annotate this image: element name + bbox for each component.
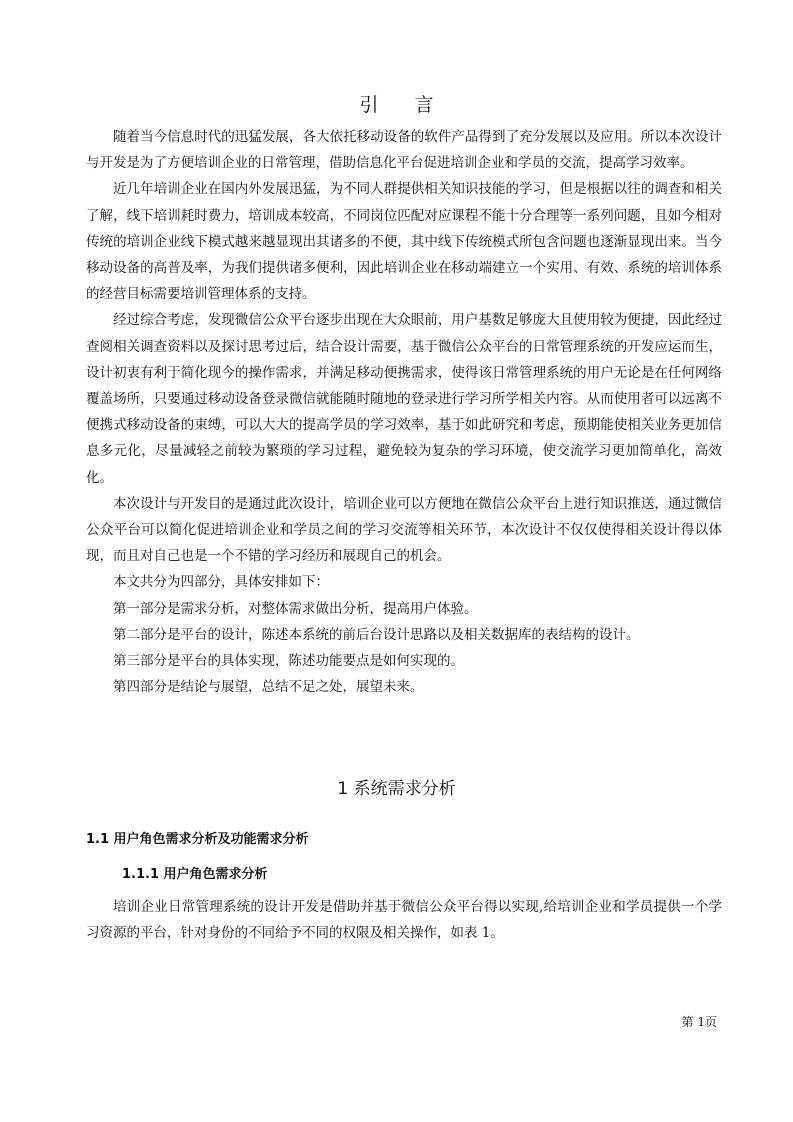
intro-title	[0, 90, 793, 117]
chapter-title: 1 系统需求分析	[337, 779, 456, 799]
intro-paragraph: 本文共分为四部分，具体安排如下：	[113, 574, 329, 591]
intro-paragraph: 随着当今信息时代的迅猛发展，各大依托移动设备的软件产品得到了充分发展以及应用。所以本次设计与开发是为了方便培训企业的日常管理，借助信息化平台促进培训企业和学员的交流，提高学习效率。	[86, 129, 722, 172]
intro-paragraph: 第四部分是结论与展望，总结不足之处，展望未来。	[113, 679, 424, 696]
intro-title-char-1: 引	[359, 94, 379, 116]
intro-paragraph: 近几年培训企业在国内外发展迅猛，为不同人群提供相关知识技能的学习，但是根据以往的调查和相关了解，线下培训耗时费力，培训成本较高，不同岗位匹配对应课程不能十分合理等一系列问题，且如今相对传统的培训企业线下模式越来越显现出其诸多的不便，其中线下传统模式所包含问题也逐渐显现出来。当今移动设备的高普及率，为我们提供诸多便利，因此培训企业在移动端建立一个实用、有效、系统的培训体系的经营目标需要培训管理体系的支持。	[86, 181, 722, 303]
intro-body	[86, 124, 722, 700]
intro-title-char-2: 言	[414, 94, 434, 116]
subsection-heading: 1.1.1 用户角色需求分析	[122, 867, 268, 882]
intro-paragraph: 第一部分是需求分析，对整体需求做出分析，提高用户体验。	[113, 600, 478, 617]
intro-paragraph: 第三部分是平台的具体实现，陈述功能要点是如何实现的。	[113, 653, 464, 670]
intro-paragraph: 第二部分是平台的设计，陈述本系统的前后台设计思路以及相关数据库的表结构的设计。	[113, 626, 640, 643]
section-heading: 1.1 用户角色需求分析及功能需求分析	[86, 832, 309, 847]
intro-paragraph: 经过综合考虑，发现微信公众平台逐步出现在大众眼前，用户基数足够庞大且使用较为便捷，因此经过查阅相关调查资料以及探讨思考过后，结合设计需要，基于微信公众平台的日常管理系统的开发应运而生，设计初衷有利于简化现今的操作需求，并满足移动便携需求，使得该日常管理系统的用户无论是在任何网络覆盖场所，只要通过移动设备登录微信就能随时随地的登录进行学习所学相关内容。从而使用者可以远离不便携式移动设备的束缚，可以大大的提高学员的学习效率，基于如此研究和考虑，预期能使相关业务更加信息多元化，尽量减轻之前较为繁琐的学习过程，避免较为复杂的学习环境，使交流学习更加简单化，高效化。	[86, 312, 722, 486]
chapter-body	[86, 894, 722, 946]
page-number: 第 1页	[681, 1015, 717, 1029]
chapter-paragraph: 培训企业日常管理系统的设计开发是借助并基于微信公众平台得以实现,给培训企业和学员提供一个学习资源的平台，针对身份的不同给予不同的权限及相关操作，如表 1。	[86, 899, 722, 942]
intro-paragraph: 本次设计与开发目的是通过此次设计，培训企业可以方便地在微信公众平台上进行知识推送，通过微信公众平台可以简化促进培训企业和学员之间的学习交流等相关环节，本次设计不仅仅使得相关设计得以体现，而且对自己也是一个不错的学习经历和展现自己的机会。	[86, 495, 722, 565]
